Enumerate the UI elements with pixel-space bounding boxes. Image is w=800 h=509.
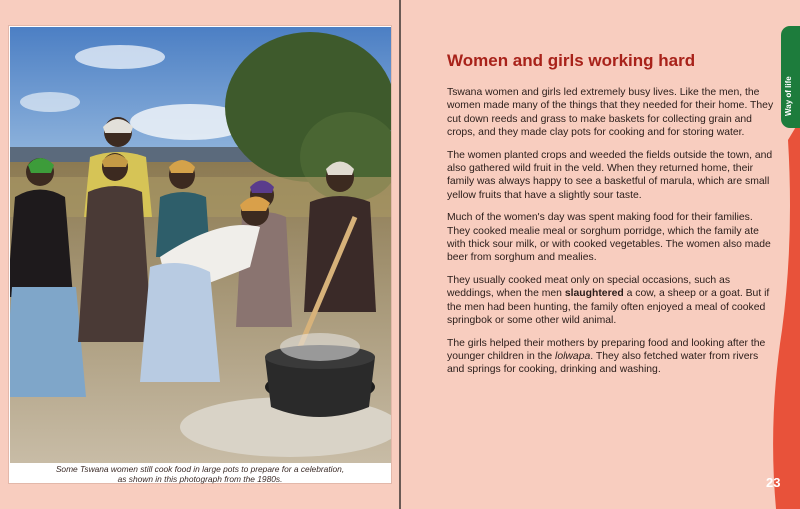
paragraph-4-part-b: a cow, a sheep or a goat. But if the men had been hunting, the family often enjoyed a meal of cooked springbok or some other wild animal.: [447, 288, 770, 327]
article-body: [447, 86, 777, 386]
section-tab: [781, 26, 800, 128]
caption-line-1: Some Tswana women still cook food in large pots to prepare for a celebration,: [55, 464, 345, 474]
photo-caption: [9, 463, 391, 484]
left-page: [0, 0, 399, 509]
right-page: [401, 0, 800, 509]
caption-line-2: as shown in this photograph from the 1980s.: [117, 474, 283, 484]
article-heading: Women and girls working hard: [447, 51, 696, 70]
page-number: 23: [766, 475, 781, 490]
paragraph-3: Much of the women's day was spent making food for their families. They cooked mealie meal or sorghum porridge, which the family ate with thick sour milk, or with cooked vegetables. The women also made beer from sorghum and mealies.: [447, 212, 771, 264]
paragraph-5-part-b: . They also fetched water from rivers and springs for cooking, drinking and washing.: [447, 350, 759, 376]
paragraph-5: [447, 337, 777, 377]
paragraph-5-italic-term: lolwapa: [555, 350, 591, 362]
photo-women-cooking: [10, 27, 391, 463]
paragraph-1: Tswana women and girls led extremely busy lives. Like the men, the women made many of the things that they needed for their home. They cut down reeds and grass to make baskets for collecting grain and crops, and they made clay pots for cooking and for storing water.: [447, 87, 774, 139]
paragraph-4: [447, 274, 777, 328]
paragraph-4-bold-term: slaughtered: [564, 288, 624, 300]
paragraph-2: The women planted crops and weeded the fields outside the town, and also gathered wild fruit in the veld. When they returned home, their family was always happy to see a basketful of marula, which are small yellow fruits that have a slightly sour taste.: [447, 149, 773, 201]
paragraph-5-part-a: The girls helped their mothers by preparing food and looking after the younger children in the: [447, 337, 766, 362]
paragraph-4-part-a: They usually cooked meat only on special occasions, such as weddings, when the men: [447, 274, 731, 300]
photo-frame: [8, 25, 392, 484]
section-tab-label: Way of life: [784, 76, 793, 116]
photo-illustration: [10, 27, 391, 463]
